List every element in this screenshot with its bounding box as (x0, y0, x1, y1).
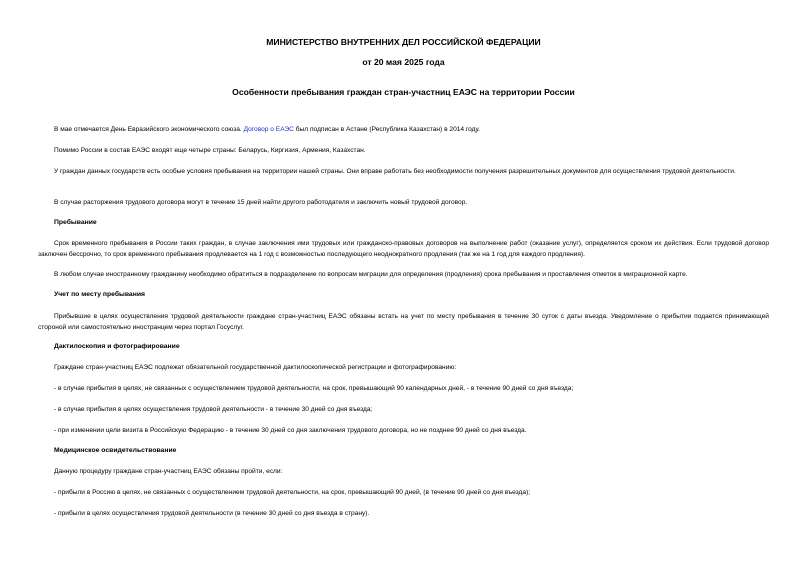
section-heading-stay: Пребывание (54, 219, 97, 226)
registration-paragraph-1: Прибывшие в целях осуществления трудовой деятельности граждане стран-участниц ЕАЭС обязаны встать на учет по месту пребывания в течение 30 суток с даты въезда. Уведомление о прибытии подается принимающей стороной или самостоятельно иностранцем через портал Госуслуг. (38, 313, 769, 331)
eaeu-treaty-link[interactable]: Договор о ЕАЭС (243, 126, 294, 133)
stay-paragraph-1: Срок временного пребывания в России таких граждан, в случае заключения ими трудовых или гражданско-правовых договоров на выполнение работ (оказание услуг), определяется сроком их действия. Если трудовой договор заключен бессрочно, то срок временного пребывания продлевается на 1 год с возможностью последующего неоднократного продления (так же на 1 год для каждого продления). (38, 240, 769, 258)
document-title: Особенности пребывания граждан стран-участниц ЕАЭС на территории России (232, 87, 575, 97)
intro-paragraph-3: У граждан данных государств есть особые условия пребывания на территории нашей страны. Они вправе работать без необходимости получения разрешительных документов для осуществления трудовой деятельности. (54, 168, 736, 175)
fingerprinting-item-2: - в случае прибытия в целях осуществления трудовой деятельности - в течение 30 дней со дня въезда; (54, 406, 373, 413)
ministry-name: МИНИСТЕРСТВО ВНУТРЕННИХ ДЕЛ РОССИЙСКОЙ ФЕДЕРАЦИИ (266, 37, 541, 47)
document-date: от 20 мая 2025 года (362, 57, 445, 67)
fingerprinting-paragraph-1: Граждане стран-участниц ЕАЭС подлежат обязательной государственной дактилоскопической регистрации и фотографированию: (54, 364, 457, 371)
fingerprinting-item-3: - при изменении цели визита в Российскую Федерацию - в течение 30 дней со дня заключения трудового договора, но не позднее 90 дней со дня въезда. (54, 427, 527, 434)
intro-text-before-link: В мае отмечается День Евразийского экономического союза. (54, 126, 244, 133)
intro-paragraph-2: Помимо России в состав ЕАЭС входят еще четыре страны: Беларусь, Киргизия, Армения, Казахстан. (54, 147, 366, 154)
section-heading-medical: Медицинское освидетельствование (54, 447, 177, 454)
stay-paragraph-2: В любом случае иностранному гражданину необходимо обратиться в подразделение по вопросам миграции для определения (продления) срока пребывания и проставления отметок в миграционной карте. (54, 271, 688, 278)
intro-text-after-link: был подписан в Астане (Республика Казахстан) в 2014 году. (293, 126, 481, 133)
medical-item-1: - прибыли в Россию в целях, не связанных с осуществлением трудовой деятельности, на срок, превышающий 90 дней, (в течение 90 дней со дня въезда); (54, 489, 531, 496)
section-heading-registration: Учет по месту пребывания (54, 291, 145, 298)
fingerprinting-item-1: - в случае прибытия в целях, не связанных с осуществлением трудовой деятельности, на срок, превышающий 90 календарных дней, - в течение 90 дней со дня въезда; (54, 385, 574, 392)
section-heading-fingerprinting: Дактилоскопия и фотографирование (54, 343, 180, 350)
intro-paragraph-1 (38, 125, 769, 136)
medical-paragraph-1: Данную процедуру граждане стран-участниц ЕАЭС обязаны пройти, если: (54, 468, 283, 475)
medical-item-2: - прибыли в целях осуществления трудовой деятельности (в течение 30 дней со дня въезда в страну). (54, 510, 370, 517)
intro-paragraph-4: В случае расторжения трудового договора могут в течение 15 дней найти другого работодателя и заключить новый трудовой договор. (54, 199, 468, 206)
